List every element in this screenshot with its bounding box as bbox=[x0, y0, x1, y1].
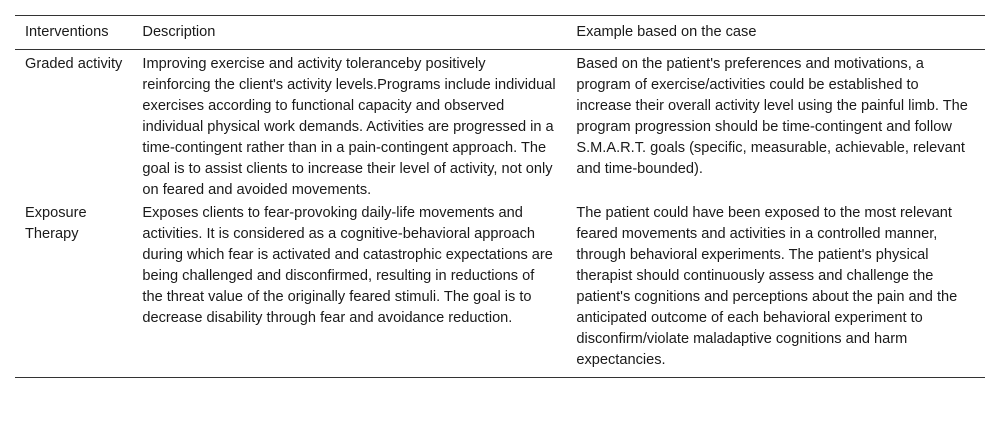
cell-intervention: Graded activity bbox=[25, 56, 123, 72]
header-row bbox=[15, 16, 985, 50]
table-row bbox=[15, 202, 985, 378]
cell-description: Improving exercise and activity toleranceby positively reinforcing the client's activity levels.Programs include individual exercises according to functional capacity and observed individual physical work demands. Activities are progressed in a time-contingent rather than in a pain-contingent approach. The goal is to assist clients to increase their level of activity, not only on feared and avoided movements. bbox=[142, 56, 556, 198]
interventions-table-container bbox=[15, 15, 985, 378]
interventions-table bbox=[15, 15, 985, 378]
header-interventions: Interventions bbox=[25, 24, 109, 40]
header-example: Example based on the case bbox=[576, 24, 757, 40]
table-row bbox=[15, 50, 985, 203]
cell-example: The patient could have been exposed to the most relevant feared movements and activities in a controlled manner, through behavioral experiments. The patient's physical therapist should continuously assess and challenge the patient's cognitions and perceptions about the pain and the anticipated outcome of each behavioral experiment to disconfirm/violate maladaptive cognitions and harm expectancies. bbox=[576, 205, 958, 368]
cell-example: Based on the patient's preferences and motivations, a program of exercise/activities could be established to increase their overall activity level using the painful limb. The program progression should be time-contingent and follow S.M.A.R.T. goals (specific, measurable, achievable, relevant and time-bounded). bbox=[576, 56, 968, 177]
table-body bbox=[15, 50, 985, 378]
cell-description: Exposes clients to fear-provoking daily-life movements and activities. It is considered as a cognitive-behavioral approach during which fear is activated and catastrophic expectations are being challenged and disconfirmed, resulting in reductions of the threat value of the originally feared stimuli. The goal is to decrease disability through fear and avoidance reduction. bbox=[142, 205, 553, 326]
table-header bbox=[15, 16, 985, 50]
cell-intervention: Exposure Therapy bbox=[25, 205, 87, 242]
header-description: Description bbox=[142, 24, 216, 40]
